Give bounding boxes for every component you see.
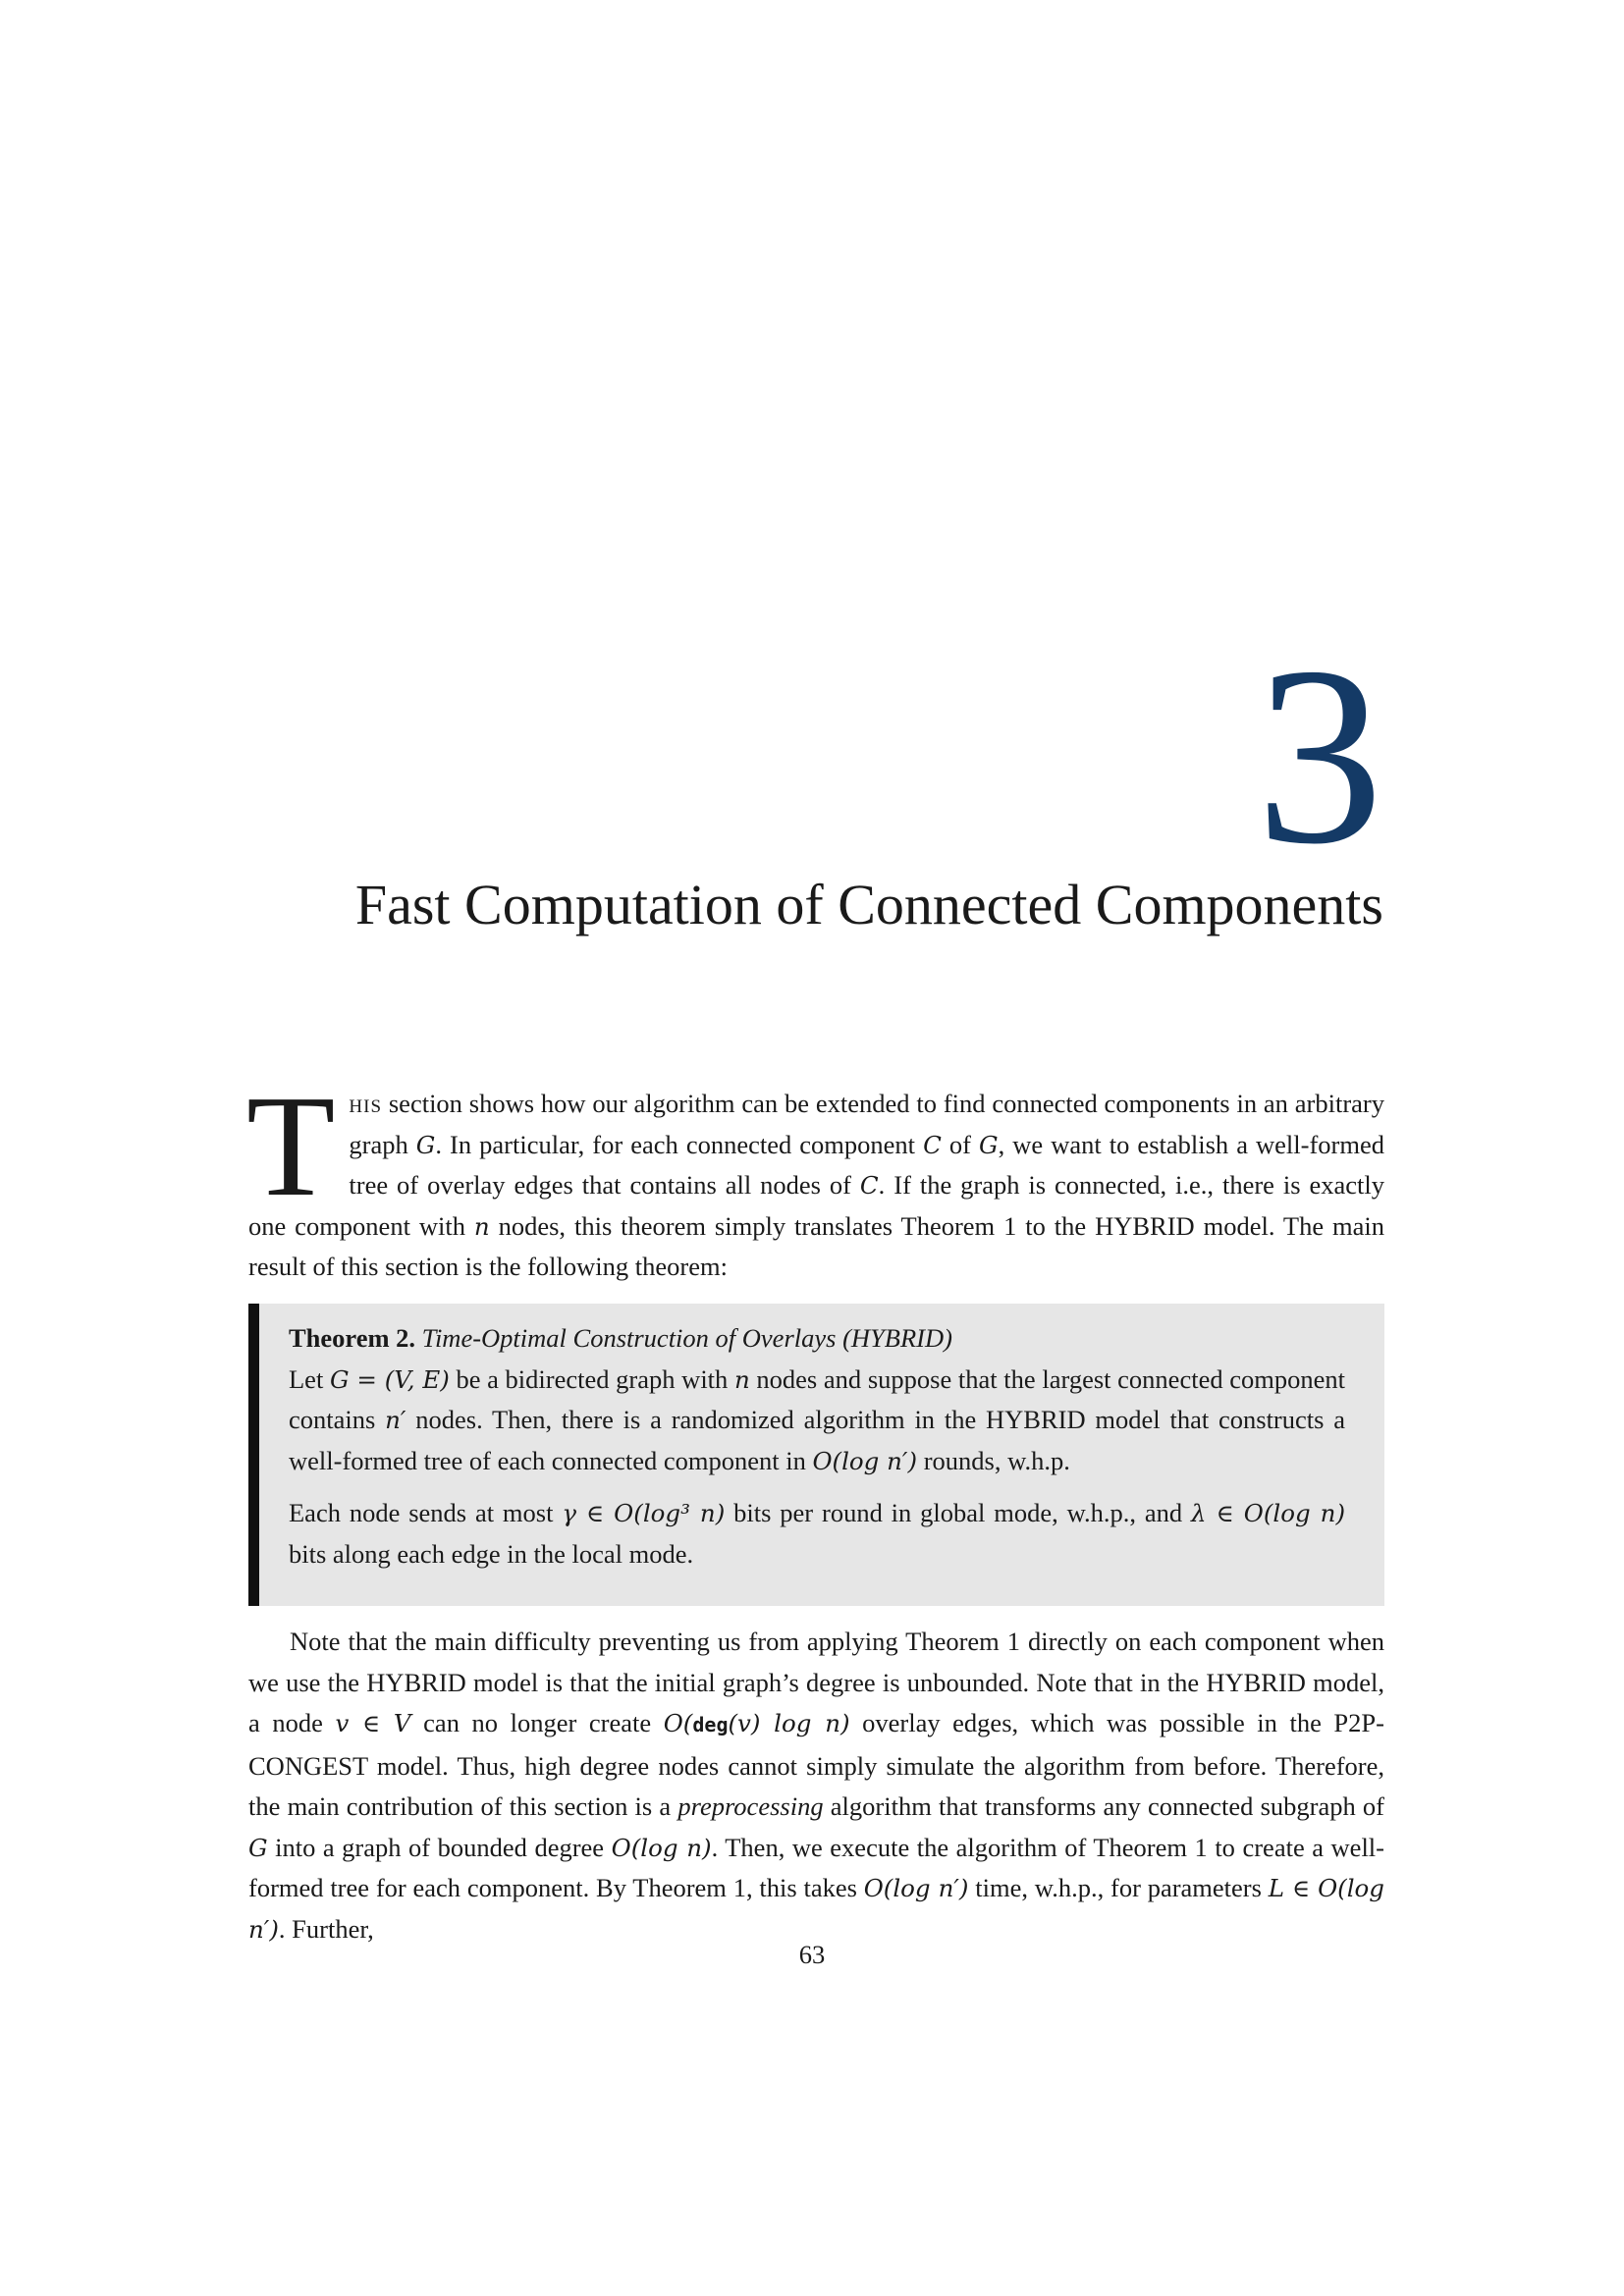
theorem-text: be a bidirected graph with — [449, 1363, 734, 1394]
intro-text: section shows how our algorithm can be extended to find connected components in an arbitrary graph — [349, 1089, 1384, 1159]
math-expression: G = (V, E) — [329, 1364, 450, 1394]
theorem-paragraph — [289, 1493, 1345, 1575]
page-number: 63 — [798, 1940, 826, 1969]
theorem-label: Theorem 2. — [289, 1323, 416, 1353]
drop-cap: T — [246, 1066, 336, 1227]
math-expression: (v) log n) — [728, 1709, 850, 1737]
intro-paragraph — [246, 1066, 1384, 1288]
chapter-title: Fast Computation of Connected Components — [354, 873, 1383, 936]
body-text: algorithm that transforms any connected subgraph of — [823, 1791, 1384, 1821]
theorem-heading — [289, 1318, 1345, 1360]
math-expression: λ ∈ O(log n) — [1191, 1499, 1346, 1527]
theorem-text: nodes and suppose that the largest connected component contains — [289, 1363, 1346, 1434]
intro-text: . If the graph is connected, i.e., there is exactly one component with — [248, 1170, 1384, 1241]
theorem-text: Let — [289, 1363, 330, 1394]
math-symbol: C — [923, 1130, 942, 1159]
intro-text: , we want to establish a well-formed tree of overlay edges that contains all nodes of — [349, 1129, 1384, 1200]
math-symbol: G — [979, 1130, 999, 1159]
math-symbol: n — [473, 1211, 490, 1241]
theorem-text: bits per round in global mode, w.h.p., and — [725, 1498, 1192, 1527]
theorem-text: rounds, w.h.p. — [917, 1445, 1070, 1475]
theorem-paragraph — [289, 1360, 1345, 1482]
deg-operator: deg — [692, 1713, 729, 1736]
math-symbol: C — [859, 1171, 879, 1200]
intro-text: nodes, this theorem simply translates Theorem 1 to the HYBRID model. The main result of this section is the following theorem: — [248, 1210, 1384, 1281]
intro-text: of — [941, 1129, 980, 1159]
body-text: Note that the main difficulty preventing us from applying Theorem 1 directly on each component when we use the HYBRID model is that the initial graph’s degree is unbounded. Note that in the HYBRID model, a node — [248, 1627, 1384, 1737]
theorem-text: bits along each edge in the local mode. — [289, 1538, 694, 1569]
math-expression: n′ — [385, 1406, 406, 1434]
math-expression: O(log n′) — [812, 1446, 918, 1475]
emphasis: preprocessing — [677, 1791, 824, 1821]
math-symbol: G — [248, 1833, 268, 1862]
theorem-text: nodes. Then, there is a randomized algorithm in the HYBRID model that constructs a well-formed tree of each connected component in — [289, 1405, 1346, 1475]
math-symbol: n — [733, 1364, 750, 1394]
math-symbol: G — [415, 1130, 436, 1159]
paragraph — [248, 1622, 1384, 1949]
body-paragraph — [248, 1622, 1384, 1949]
theorem-text: Each node sends at most — [289, 1498, 563, 1527]
body-text: overlay edges, which was possible in the P2P-CONGEST model. Thus, high degree nodes cannot simply simulate the algorithm from before. Therefore, the main contribution of this section is a — [248, 1708, 1384, 1821]
intro-text: . In particular, for each connected component — [435, 1129, 924, 1159]
math-expression: L ∈ O(log n′) — [248, 1874, 1384, 1944]
body-text: . Further, — [278, 1913, 374, 1944]
theorem-name: Time-Optimal Construction of Overlays (HYBRID) — [421, 1323, 952, 1353]
chapter-number: 3 — [1256, 614, 1383, 897]
body-text: can no longer create — [410, 1708, 664, 1737]
body-text: . Then, we execute the algorithm of Theorem 1 to create a well-formed tree for each component. By Theorem 1, this takes — [248, 1832, 1384, 1902]
body-text: into a graph of bounded degree — [267, 1832, 612, 1862]
math-expression: O(log n) — [611, 1833, 712, 1862]
body-text: time, w.h.p., for parameters — [968, 1873, 1269, 1902]
math-expression: O( — [663, 1709, 693, 1737]
intro-first-word: his — [349, 1089, 383, 1118]
math-expression: v ∈ V — [335, 1709, 411, 1737]
theorem-box — [248, 1304, 1384, 1606]
math-expression: γ ∈ O(log³ n) — [562, 1499, 726, 1527]
math-expression: O(log n′) — [863, 1874, 969, 1902]
